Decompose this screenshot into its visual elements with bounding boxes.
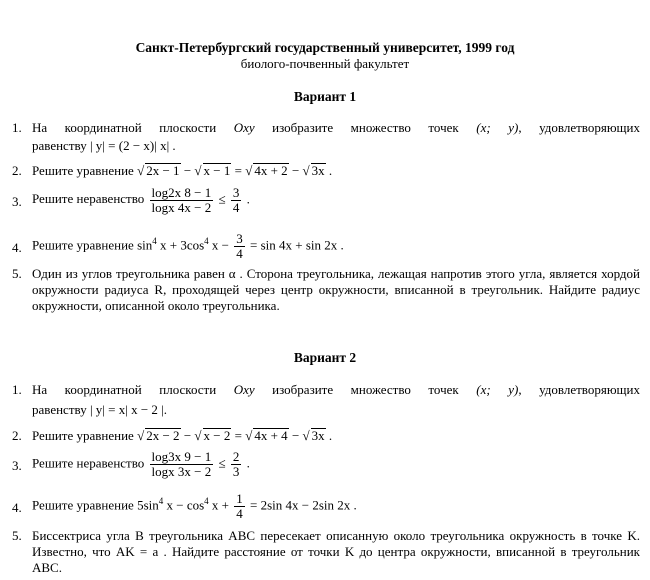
document-subtitle: биолого-почвенный факультет xyxy=(240,56,410,71)
variant-1-heading: Вариант 1 xyxy=(293,89,357,104)
document-page: Санкт-Петербургский государственный университет, 1999 год биолого-почвенный факультет Вариант 1 1. На координатной плоскости Oxy изобразите множество точек (x; y), удовлетворяющих равенству | y| = (2 − x)| x| . 2. Решите уравнение √ 2x − 1 − √ x − 1 = √ 4x + 2 − √ 3x . 3. Решите неравенство $\frac{\log 2x 8 - 1}{\log x 4x - 2}$ ≤ $\frac{3}{4}$ . 4. Решите уравнение $\sin^4 x + 3\cos^4$ x − $\frac{3}{4}$ = sin 4x + sin 2x . 5. Один из углов треугольника равен α . Сторона треугольника, лежащая напротив этого угла, является хордой окружности радиуса R, проходящей через центр окружности, вписанной в треугольник. Найдите радиус окружности, описанной около треугольника. Вариант 2 1. На координатной плоскости Oxy изобразите множество точек (x; y), удовлетворяющих равенству | y| = x| x − 2 |. 2. Решите уравнение √ 2x − 2 − √ x − 2 = √ 4x + 4 − √ 3x . 3. Решите неравенство $\frac{\log 3x 9 - 1}{\log x 3x - 2}$ ≤ $\frac{2}{3}$ . 4. Решите уравнение $5\sin^4$ $x - \cos^4 x$ + $\frac{1}{4}$ = 2sin 4x − 2sin 2x . 5. Биссектриса угла B треугольника ABC пересекает описанную около треугольника окружность в точке K. Известно, что AK = a . Найдите расстояние от точки K до центра окружности, вписанной в треугольник ABC. xyxy=(0,0,650,580)
variant-2-heading: Вариант 2 xyxy=(293,350,357,365)
document-title: Санкт-Петербургский государственный университет, 1999 год xyxy=(135,40,515,55)
